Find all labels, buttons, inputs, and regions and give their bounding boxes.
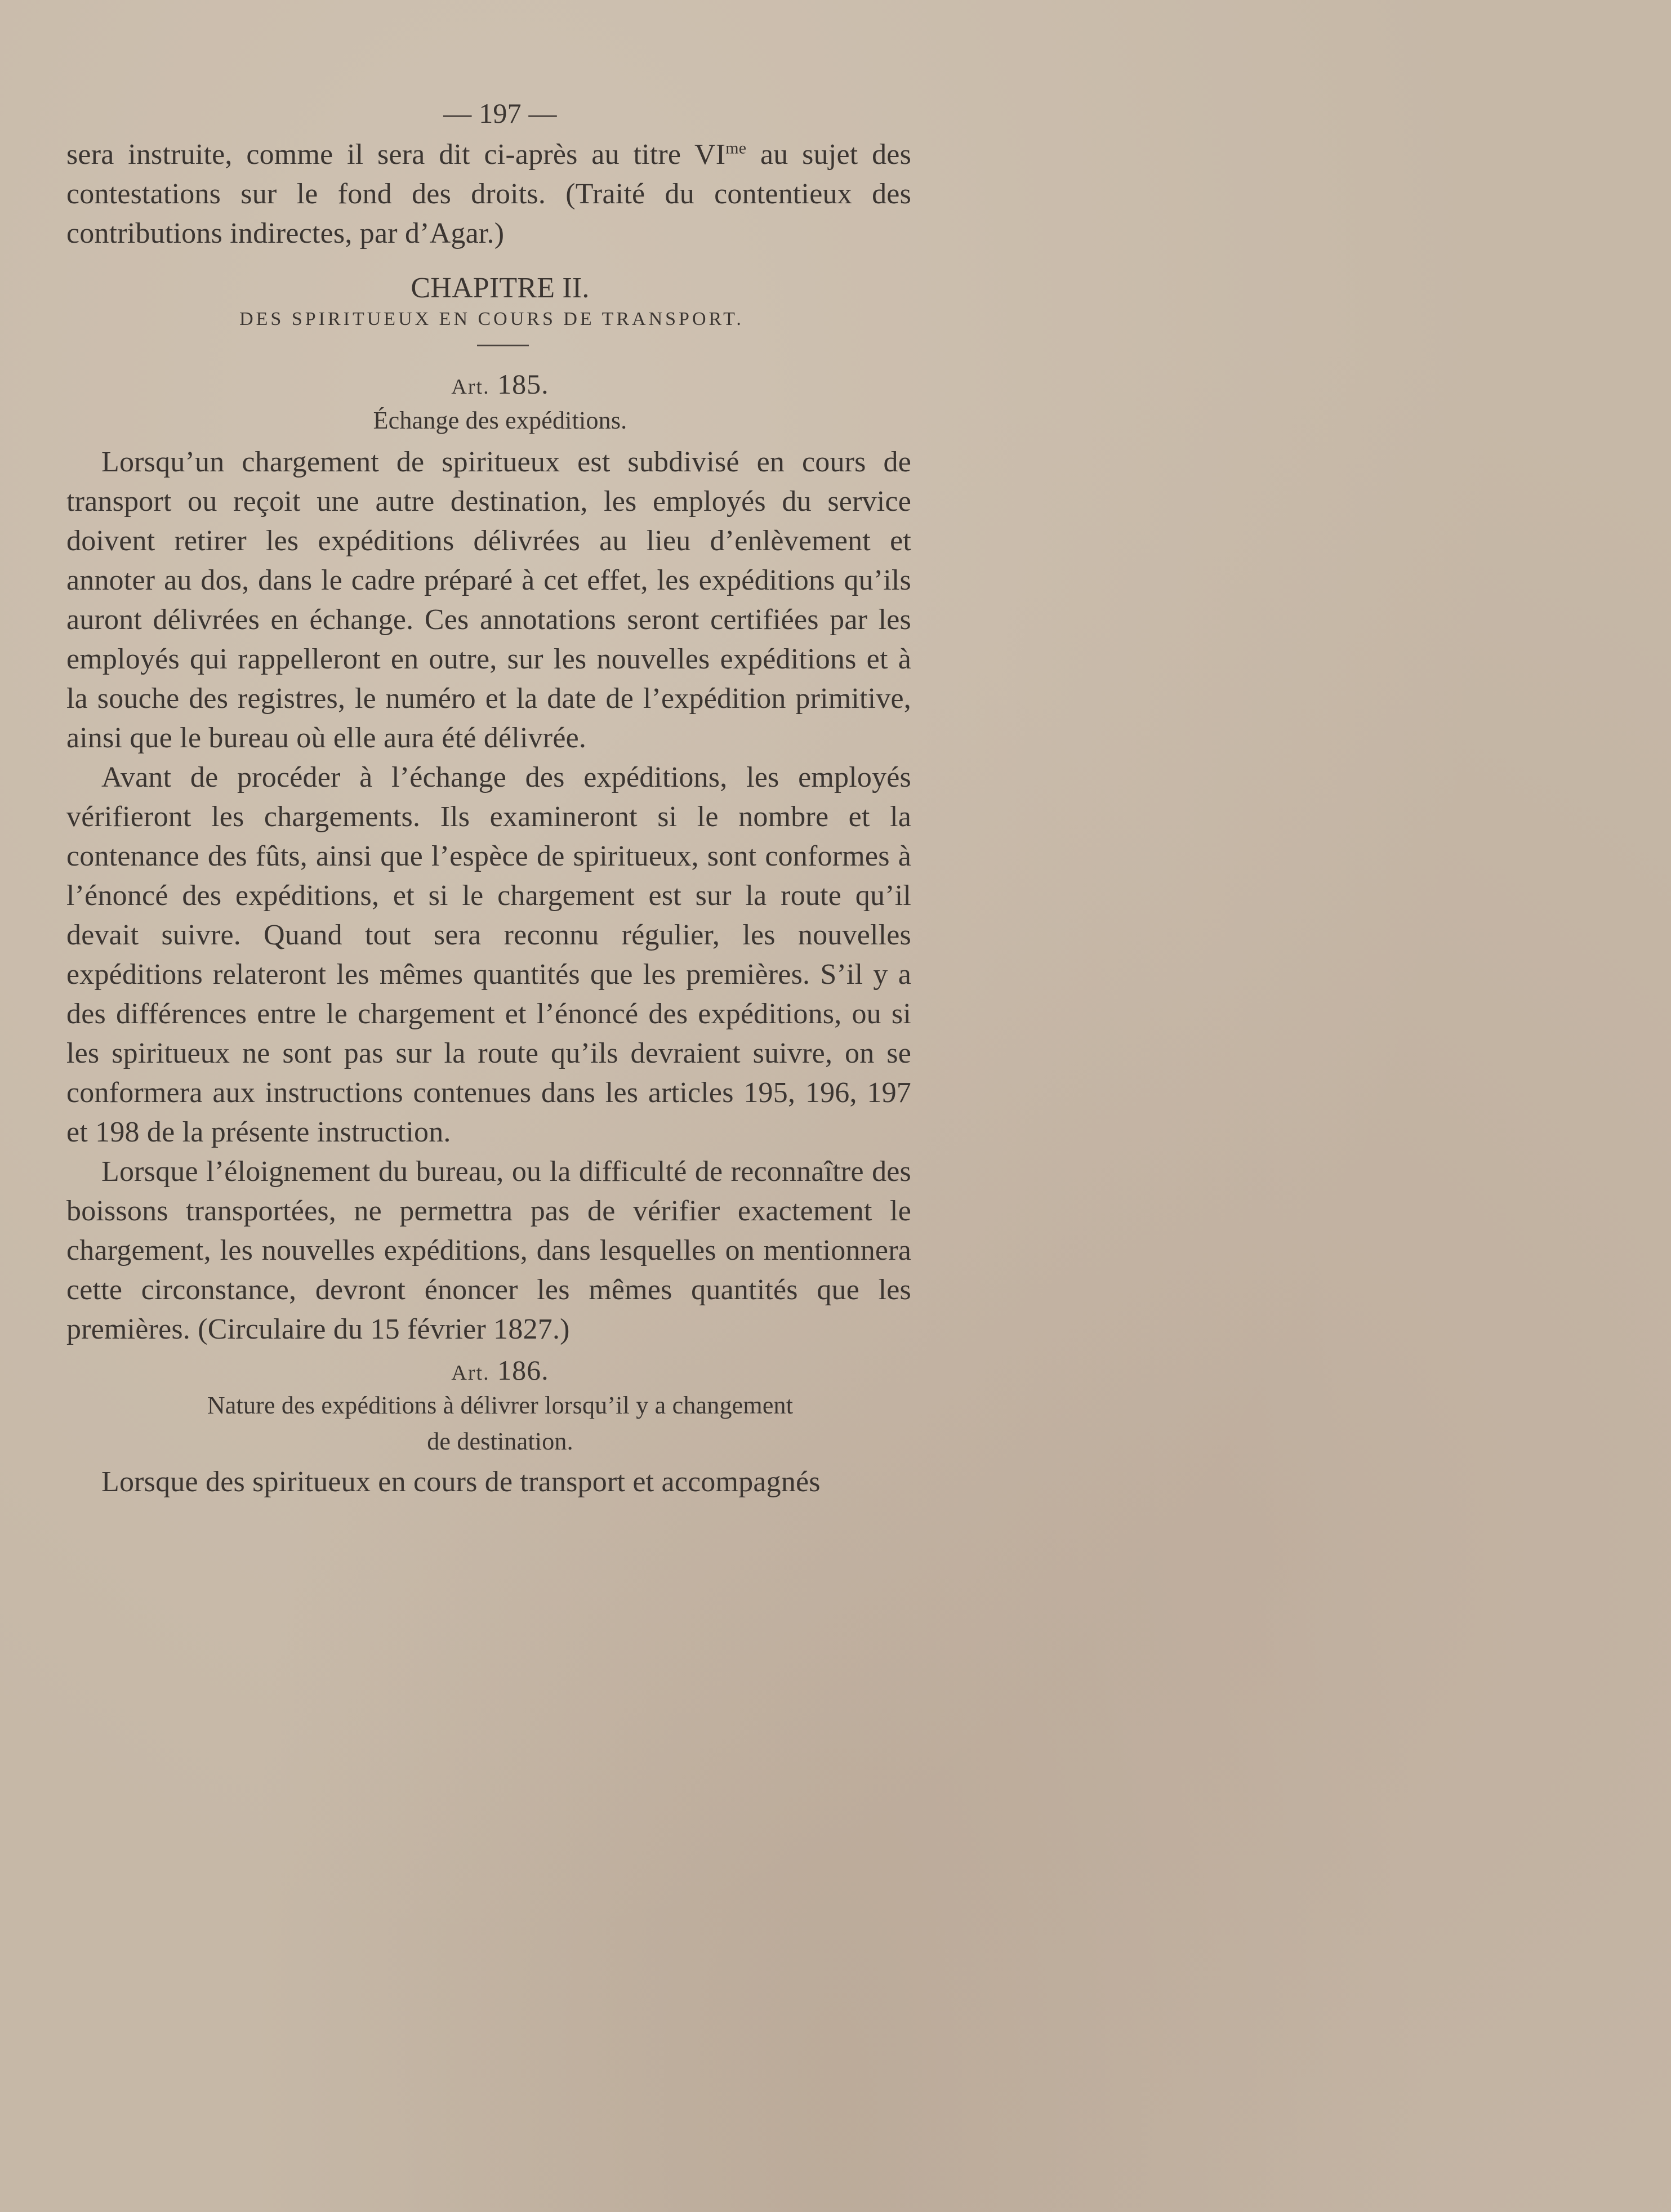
article-186-title-line-2: de destination. bbox=[427, 1428, 573, 1455]
intro-text-start: sera instruite, comme il sera dit ci-après au titre VI bbox=[66, 139, 726, 171]
intro-paragraph bbox=[66, 135, 911, 253]
page-number: — 197 — bbox=[443, 97, 557, 129]
article-186-label: Art. bbox=[451, 1361, 490, 1385]
chapter-subtitle: DES SPIRITUEUX EN COURS DE TRANSPORT. bbox=[239, 309, 744, 329]
intro-text-end: au sujet des contestations sur le fond des droits. (Traité du contentieux des contributions indirectes, par d’Agar.) bbox=[66, 139, 912, 249]
intro-superscript: me bbox=[725, 139, 747, 158]
article-186-paragraph: Lorsque des spiritueux en cours de transport et accompagnés bbox=[101, 1466, 821, 1498]
article-185-title: Échange des expéditions. bbox=[373, 407, 627, 434]
section-divider bbox=[477, 345, 529, 346]
article-185-heading bbox=[66, 367, 911, 404]
article-186-heading bbox=[66, 1353, 911, 1390]
chapter-title: CHAPITRE II. bbox=[411, 272, 590, 304]
article-185-number: 185. bbox=[497, 368, 549, 400]
article-185-paragraph-1: Lorsqu’un chargement de spiritueux est subdivisé en cours de transport ou reçoit une autre destination, les employés du service doivent retirer les expéditions délivrées au lieu d’enlèvement et annoter au dos, dans le cadre préparé à cet effet, les expéditions qu’ils auront délivrées en échange. Ces annotations seront certifiées par les employés qui rappelleront en outre, sur les nouvelles expéditions et à la souche des registres, le numéro et la date de l’expédition primitive, ainsi que le bureau où elle aura été délivrée. bbox=[66, 446, 911, 754]
page-body bbox=[66, 96, 911, 1502]
article-186-title-line-1: Nature des expéditions à délivrer lorsqu’il y a changement bbox=[207, 1392, 794, 1419]
article-185-paragraph-2: Avant de procéder à l’échange des expéditions, les employés vérifieront les chargements. Ils examineront si le nombre et la contenance des fûts, ainsi que l’espèce de spiritueux, sont conformes à l’énoncé des expéditions, et si le chargement est sur la route qu’il devait suivre. Quand tout sera reconnu régulier, les nouvelles expéditions relateront les mêmes quantités que les premières. S’il y a des différences entre le chargement et l’énoncé des expéditions, ou si les spiritueux ne sont pas sur la route qu’ils devraient suivre, on se conformera aux instructions contenues dans les articles 195, 196, 197 et 198 de la présente instruction. bbox=[66, 761, 911, 1148]
article-185-label: Art. bbox=[451, 375, 490, 399]
article-186-number: 186. bbox=[497, 1354, 549, 1386]
article-185-paragraph-3: Lorsque l’éloignement du bureau, ou la difficulté de reconnaître des boissons transportées, ne permettra pas de vérifier exactement le chargement, les nouvelles expéditions, dans lesquelles on mentionnera cette circonstance, devront énoncer les mêmes quantités que les premières. (Circulaire du 15 février 1827.) bbox=[66, 1156, 911, 1345]
